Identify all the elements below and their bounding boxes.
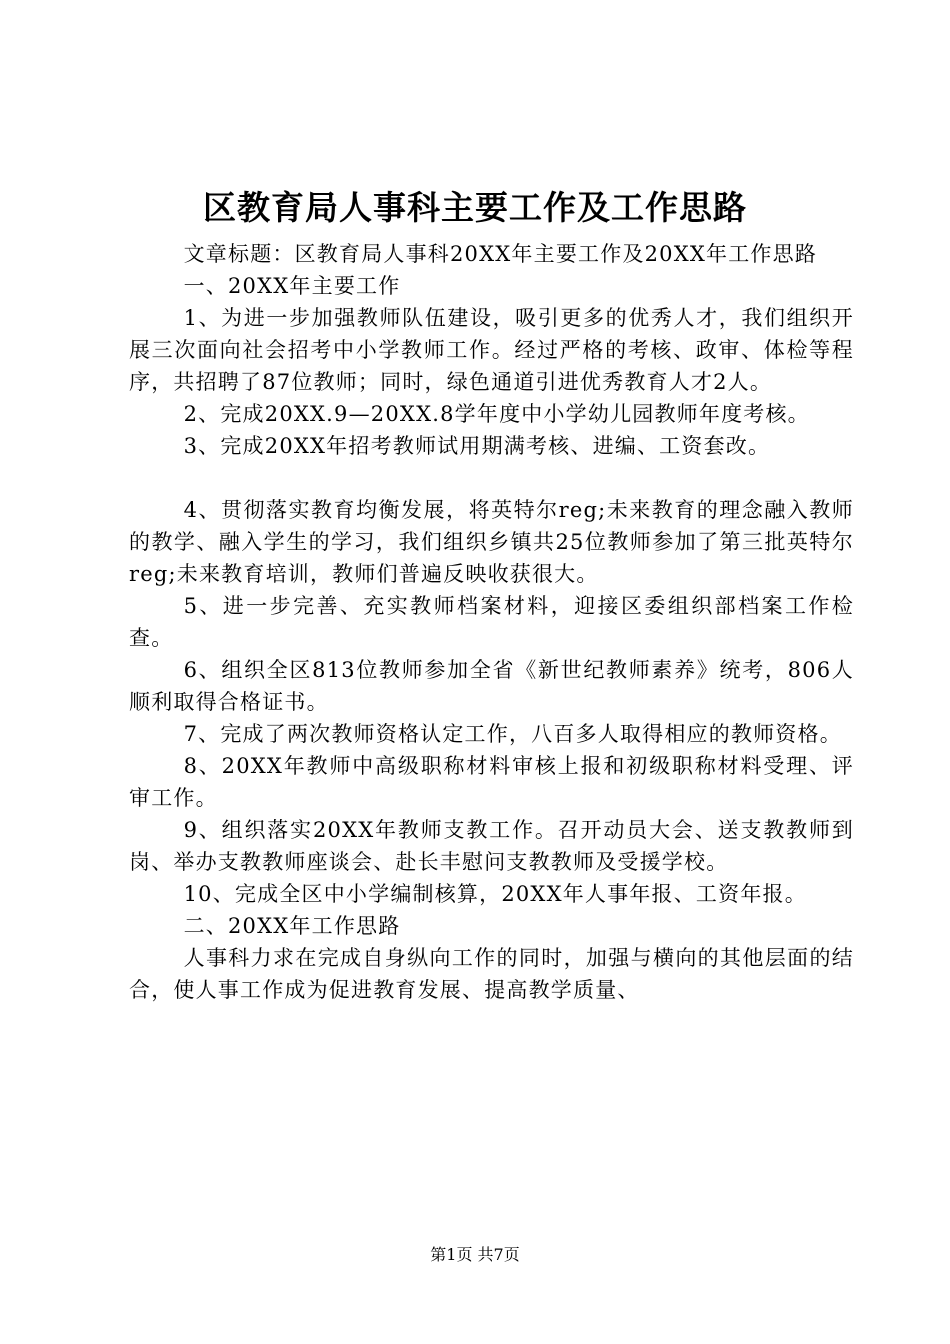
document-body: [129, 238, 854, 1006]
document-title: 区教育局人事科主要工作及工作思路: [203, 188, 747, 227]
paragraph-item-1: 1、为进一步加强教师队伍建设，吸引更多的优秀人才，我们组织开展三次面向社会招考中小学教师工作。经过严格的考核、政审、体检等程序，共招聘了87位教师；同时，绿色通道引进优秀教育人才2人。: [129, 306, 854, 394]
paragraph-item-5: 5、进一步完善、充实教师档案材料，迎接区委组织部档案工作检查。: [129, 594, 854, 650]
paragraph-article-title: 文章标题：区教育局人事科20XX年主要工作及20XX年工作思路: [183, 242, 818, 266]
section-heading-1: 一、20XX年主要工作: [183, 274, 401, 298]
paragraph-work-ideas: 人事科力求在完成自身纵向工作的同时，加强与横向的其他层面的结合，使人事工作成为促进教育发展、提高教学质量、: [129, 946, 854, 1002]
section-heading-2: 二、20XX年工作思路: [183, 914, 401, 938]
paragraph-item-2: 2、完成20XX.9—20XX.8学年度中小学幼儿园教师年度考核。: [183, 402, 810, 426]
paragraph-item-10: 10、完成全区中小学编制核算，20XX年人事年报、工资年报。: [183, 882, 807, 906]
paragraph-item-4: 4、贯彻落实教育均衡发展，将英特尔reg;未来教育的理念融入教师的教学、融入学生的学习，我们组织乡镇共25位教师参加了第三批英特尔reg;未来教育培训，教师们普遍反映收获很大。: [129, 498, 854, 586]
paragraph-item-7: 7、完成了两次教师资格认定工作，八百多人取得相应的教师资格。: [183, 722, 842, 746]
paragraph-item-9: 9、组织落实20XX年教师支教工作。召开动员大会、送支教教师到岗、举办支教教师座谈会、赴长丰慰问支教教师及受援学校。: [129, 818, 854, 874]
paragraph-item-8: 8、20XX年教师中高级职称材料审核上报和初级职称材料受理、评审工作。: [129, 754, 854, 810]
page-footer: 第1页 共7页: [430, 1245, 520, 1264]
paragraph-item-6: 6、组织全区813位教师参加全省《新世纪教师素养》统考，806人顺利取得合格证书。: [129, 658, 854, 714]
paragraph-item-3: 3、完成20XX年招考教师试用期满考核、进编、工资套改。: [183, 434, 771, 458]
